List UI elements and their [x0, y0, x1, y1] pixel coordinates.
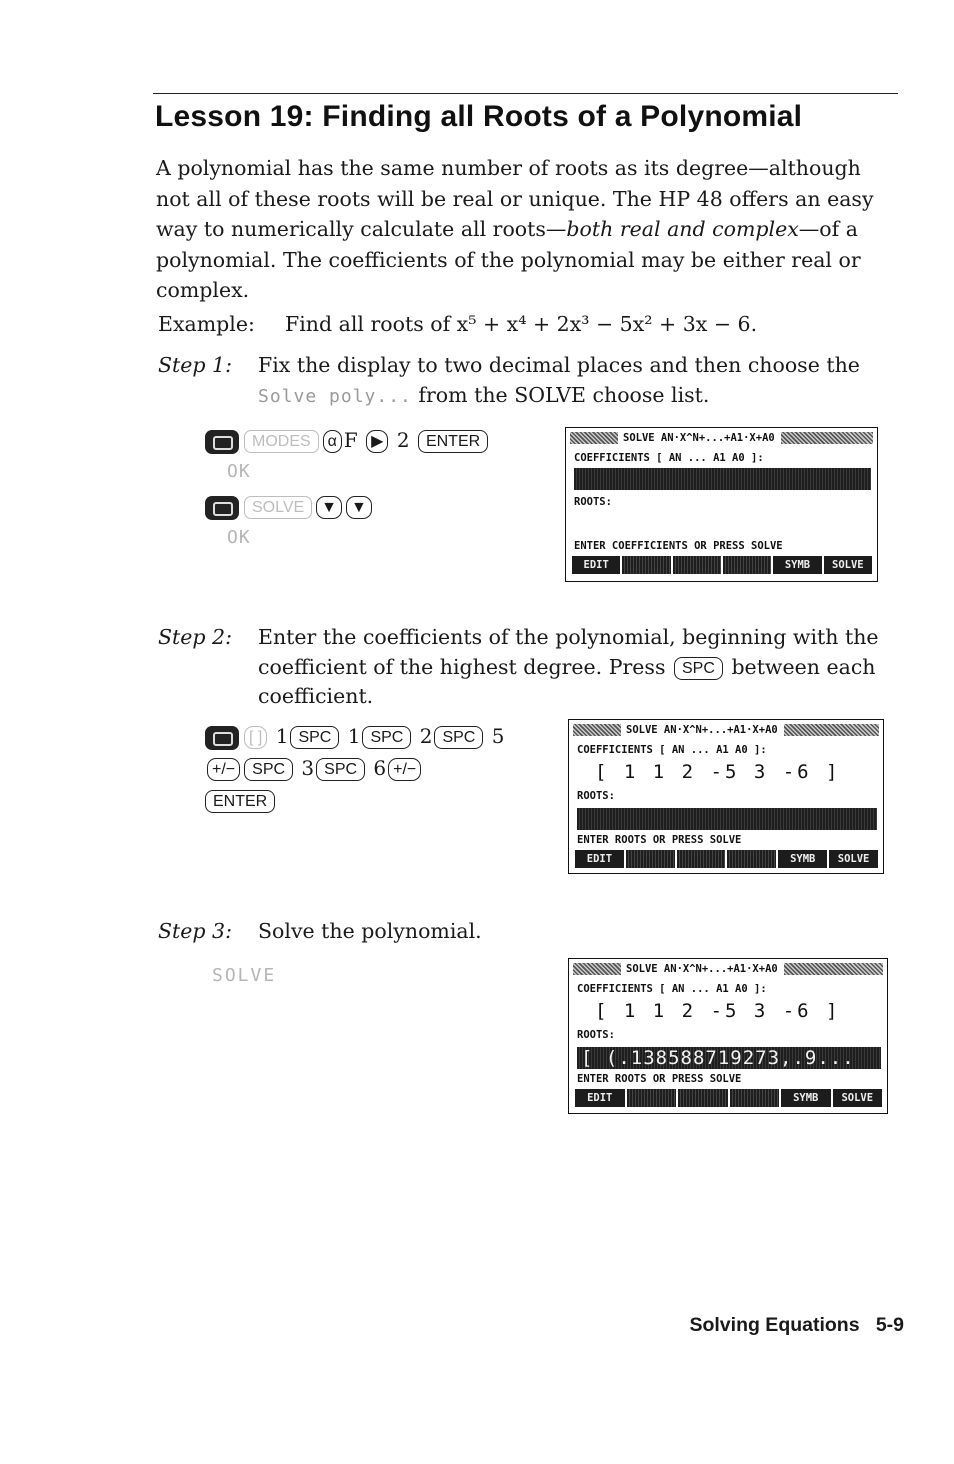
step2-label: Step 2:	[158, 625, 233, 649]
step3-text: Solve the polynomial.	[258, 919, 482, 943]
symb-softkey[interactable]: SYMB	[778, 850, 827, 868]
solve-poly-item: Solve poly...	[258, 385, 412, 407]
intro-paragraph	[156, 153, 896, 306]
spc-key[interactable]: SPC	[362, 726, 411, 749]
blank-softkey[interactable]	[730, 1089, 780, 1107]
prompt-line: ENTER COEFFICIENTS OR PRESS SOLVE	[574, 540, 783, 552]
right-shift-icon[interactable]	[205, 430, 239, 454]
roots-label: ROOTS:	[577, 790, 615, 802]
intro-text-2: —of a polynomial. The coefficients of the polynomial may be either real or complex.	[156, 217, 861, 302]
step2-text-body: Enter the coefficients of the polynomial, beginning with the coefficient of the highest degree. Press	[258, 625, 879, 679]
softkey-menu	[575, 850, 880, 868]
blank-softkey[interactable]	[627, 1089, 677, 1107]
screen-title: SOLVE AN·X^N+...+A1·X+A0	[566, 428, 877, 448]
spc-key[interactable]: SPC	[316, 758, 365, 781]
example	[158, 312, 757, 336]
screen-title: SOLVE AN·X^N+...+A1·X+A0	[569, 959, 887, 979]
right-arrow-key[interactable]: ▶	[366, 430, 388, 453]
alpha-suffix: F	[343, 428, 358, 452]
step1-keystrokes	[205, 424, 490, 554]
symb-softkey[interactable]: SYMB	[781, 1089, 831, 1107]
example-label: Example:	[158, 312, 255, 336]
coef-4: 5	[491, 724, 505, 748]
top-rule	[153, 93, 898, 94]
ok-softkey[interactable]: OK	[227, 461, 251, 482]
spc-key[interactable]: SPC	[290, 726, 339, 749]
solve-softkey[interactable]: SOLVE	[833, 1089, 883, 1107]
down-arrow-key[interactable]: ▼	[316, 496, 342, 519]
solve-softkey[interactable]: SOLVE	[829, 850, 878, 868]
coefficients-field[interactable]	[574, 468, 871, 490]
right-shift-icon[interactable]	[205, 496, 239, 520]
blank-softkey[interactable]	[727, 850, 776, 868]
roots-field[interactable]	[577, 808, 877, 830]
step1-label: Step 1:	[158, 353, 233, 377]
step1-text	[258, 351, 888, 411]
intro-text-1: A polynomial has the same number of roots as its degree—although not all of these roots will be real or unique. The HP 48 offers an easy way to numerically calculate all roots—	[156, 156, 874, 241]
coefficients-vector[interactable]: [ 1 1 2 -5 3 -6 ]	[595, 1000, 841, 1022]
coef-5: 3	[301, 756, 315, 780]
page-footer: Solving Equations 5-9	[689, 1314, 904, 1336]
lesson-title: Lesson 19: Finding all Roots of a Polynomial	[155, 100, 803, 133]
symb-softkey[interactable]: SYMB	[773, 556, 821, 574]
step1-text-before: Fix the display to two decimal places and then choose the	[258, 353, 860, 377]
coefficients-label: COEFFICIENTS [ AN ... A1 A0 ]:	[574, 452, 764, 464]
edit-softkey[interactable]: EDIT	[572, 556, 620, 574]
solve-key[interactable]: SOLVE	[244, 496, 312, 519]
coef-2: 1	[347, 724, 361, 748]
calculator-screen-1	[565, 427, 878, 582]
blank-softkey[interactable]	[678, 1089, 728, 1107]
alpha-key[interactable]: α	[323, 430, 342, 453]
spc-key[interactable]: SPC	[674, 657, 723, 680]
enter-key[interactable]: ENTER	[418, 430, 488, 453]
blank-softkey[interactable]	[622, 556, 670, 574]
spc-key[interactable]: SPC	[434, 726, 483, 749]
blank-softkey[interactable]	[677, 850, 726, 868]
calculator-screen-3	[568, 958, 888, 1114]
screen-title: SOLVE AN·X^N+...+A1·X+A0	[569, 720, 883, 740]
calculator-screen-2	[568, 719, 884, 874]
left-shift-icon[interactable]	[205, 726, 239, 750]
blank-softkey[interactable]	[626, 850, 675, 868]
softkey-menu	[575, 1089, 884, 1107]
spc-key[interactable]: SPC	[244, 758, 293, 781]
digit-2: 2	[396, 428, 410, 452]
example-text: Find all roots of x⁵ + x⁴ + 2x³ − 5x² + 3x − 6.	[285, 312, 758, 336]
solve-softkey[interactable]: SOLVE	[824, 556, 872, 574]
negate-key[interactable]: +/−	[388, 758, 421, 781]
blank-softkey[interactable]	[723, 556, 771, 574]
prompt-line: ENTER ROOTS OR PRESS SOLVE	[577, 1073, 742, 1085]
ok-softkey[interactable]: OK	[227, 527, 251, 548]
solve-softkey-label[interactable]: SOLVE	[212, 965, 277, 986]
roots-value[interactable]: [ (.138588719273,.9...	[577, 1047, 881, 1069]
step2-keystrokes	[205, 720, 504, 816]
softkey-menu	[572, 556, 874, 574]
intro-emphasis: both real and complex	[566, 217, 799, 241]
coef-6: 6	[373, 756, 387, 780]
coefficients-label: COEFFICIENTS [ AN ... A1 A0 ]:	[577, 744, 767, 756]
blank-softkey[interactable]	[673, 556, 721, 574]
coefficients-vector[interactable]: [ 1 1 2 -5 3 -6 ]	[595, 761, 841, 783]
bracket-key[interactable]: [ ]	[244, 726, 267, 749]
step3-label: Step 3:	[158, 919, 233, 943]
enter-key[interactable]: ENTER	[205, 790, 275, 813]
down-arrow-key[interactable]: ▼	[346, 496, 372, 519]
coefficients-label: COEFFICIENTS [ AN ... A1 A0 ]:	[577, 983, 767, 995]
step3-keystrokes	[212, 958, 276, 992]
step1-text-after: from the SOLVE choose list.	[418, 382, 710, 407]
roots-label: ROOTS:	[577, 1029, 615, 1041]
negate-key[interactable]: +/−	[207, 758, 240, 781]
modes-key[interactable]: MODES	[244, 430, 319, 453]
step2-text-after: between each coefficient.	[258, 654, 876, 708]
roots-label: ROOTS:	[574, 496, 612, 508]
edit-softkey[interactable]: EDIT	[575, 850, 624, 868]
coef-1: 1	[275, 724, 289, 748]
coef-3: 2	[419, 724, 433, 748]
edit-softkey[interactable]: EDIT	[575, 1089, 625, 1107]
prompt-line: ENTER ROOTS OR PRESS SOLVE	[577, 834, 742, 846]
step2-text	[258, 623, 888, 712]
